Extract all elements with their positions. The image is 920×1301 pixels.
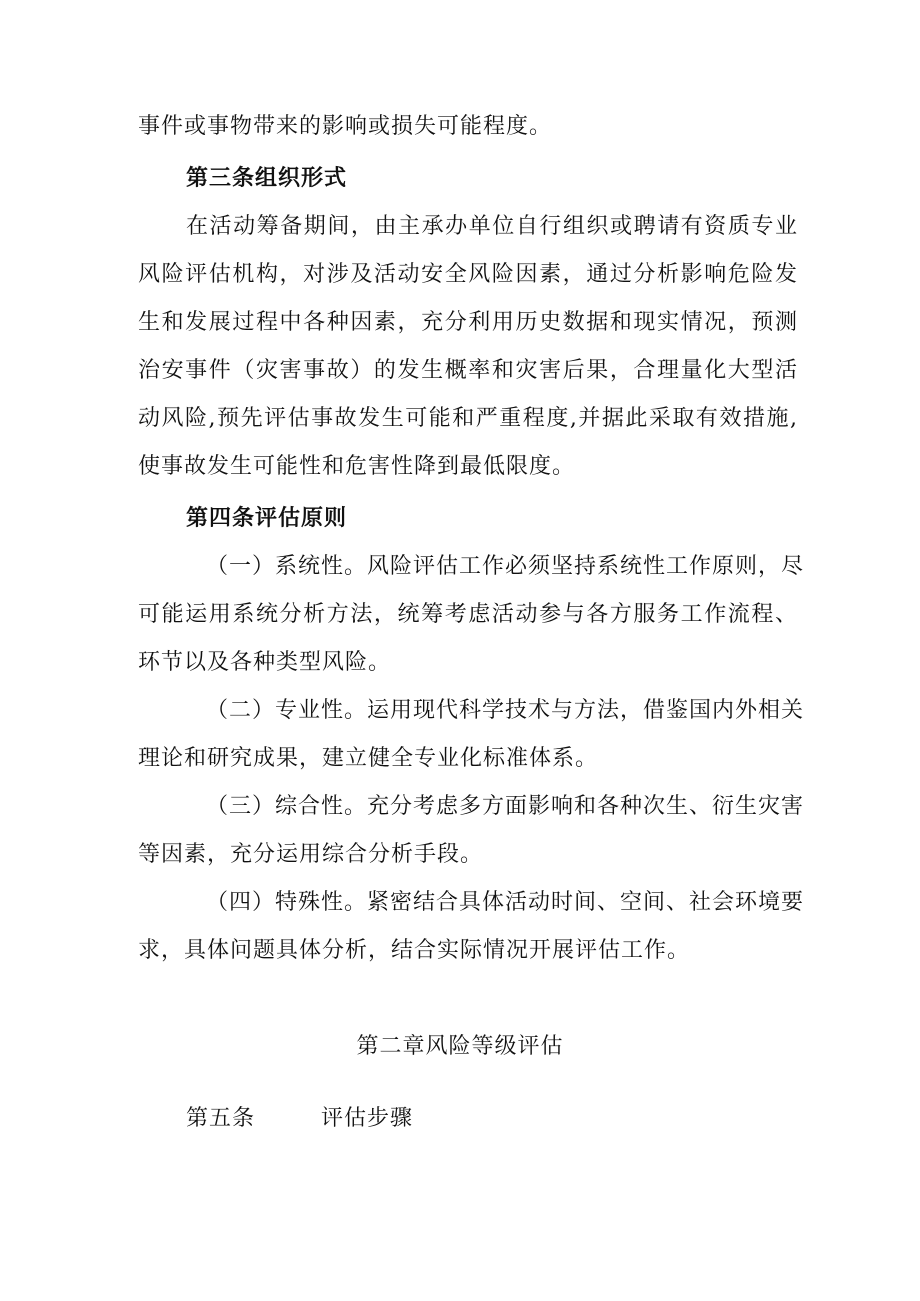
principle-2-line: （二）专业性。运用现代科学技术与方法，借鉴国内外相关 xyxy=(206,698,805,723)
article-3-line: 治安事件（灾害事故）的发生概率和灾害后果，合理量化大型活 xyxy=(138,358,798,383)
principle-3-line: （三）综合性。充分考虑多方面影响和各种次生、衍生灾害 xyxy=(206,794,805,819)
chapter-2-title: 第二章风险等级评估 xyxy=(356,1034,564,1059)
principle-1-line: 可能运用系统分析方法，统筹考虑活动参与各方服务工作流程、 xyxy=(138,602,798,627)
article-3-line: 生和发展过程中各种因素，充分利用历史数据和现实情况，预测 xyxy=(138,310,798,335)
article-5-title: 评估步骤 xyxy=(321,1106,414,1131)
principle-1-line: （一）系统性。风险评估工作必须坚持系统性工作原则，尽 xyxy=(206,554,805,579)
principle-2-line: 理论和研究成果，建立健全专业化标准体系。 xyxy=(138,746,599,771)
article-3-line: 风险评估机构，对涉及活动安全风险因素，通过分析影响危险发 xyxy=(138,262,798,287)
paragraph-continuation: 事件或事物带来的影响或损失可能程度。 xyxy=(138,114,553,139)
principle-1-line: 环节以及各种类型风险。 xyxy=(138,650,392,675)
article-4-heading: 第四条评估原则 xyxy=(186,506,348,531)
principle-4-line: 求，具体问题具体分析，结合实际情况开展评估工作。 xyxy=(138,938,691,963)
article-5-heading xyxy=(186,1104,798,1134)
article-5-label: 第五条 xyxy=(186,1106,256,1131)
article-3-line: 在活动筹备期间，由主承办单位自行组织或聘请有资质专业 xyxy=(186,214,798,239)
article-3-line: 使事故发生可能性和危害性降到最低限度。 xyxy=(138,454,576,479)
article-3-line: 动风险,预先评估事故发生可能和严重程度,并据此采取有效措施, xyxy=(138,406,798,431)
principle-3-line: 等因素，充分运用综合分析手段。 xyxy=(138,842,484,867)
article-3-heading: 第三条组织形式 xyxy=(186,166,348,191)
principle-4-line: （四）特殊性。紧密结合具体活动时间、空间、社会环境要 xyxy=(206,890,805,915)
